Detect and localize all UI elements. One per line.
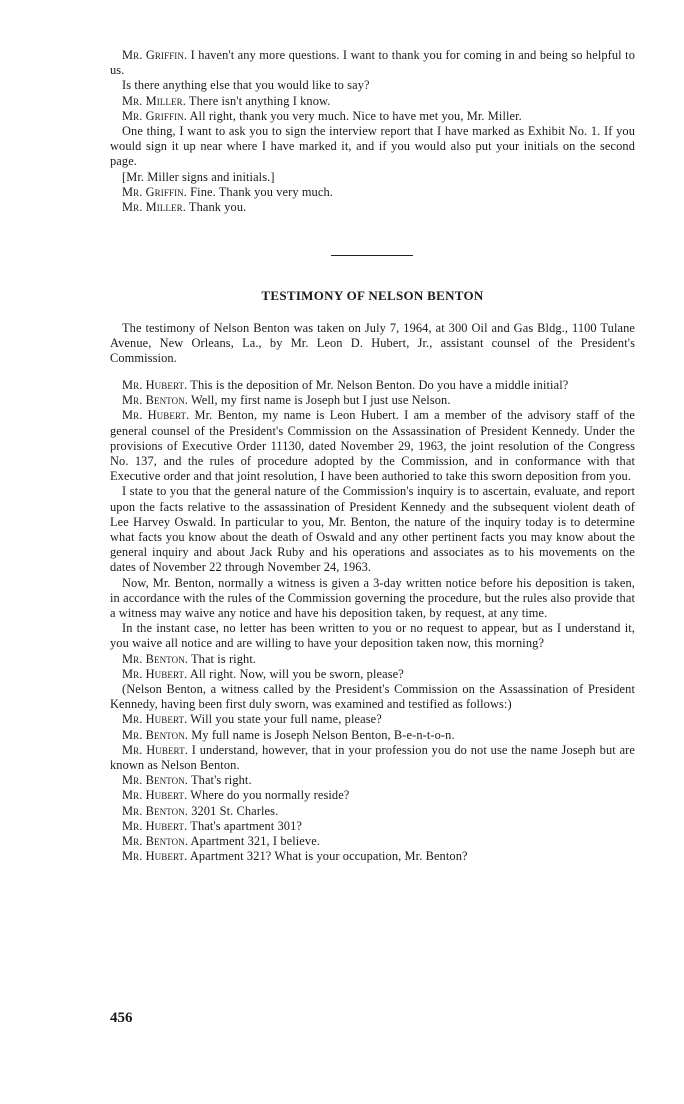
paragraph-text: I understand, however, that in your profession you do not use the name Joseph but are known as Nelson Benton. (110, 742, 635, 773)
paragraph (110, 728, 635, 743)
paragraph (110, 408, 635, 484)
paragraph (110, 393, 635, 408)
speaker: Mr. Hubert. (122, 818, 188, 833)
previous-testimony-ending (110, 48, 635, 215)
paragraph-text: [Mr. Miller signs and initials.] (122, 169, 275, 184)
speaker: Mr. Miller. (122, 93, 186, 108)
paragraph-text: Where do you normally reside? (187, 788, 350, 803)
paragraph-text: I state to you that the general nature of the Commission's inquiry is to ascertain, evaluate, and report upon the facts relative to the assassination of President Kennedy and the subsequent violent death of Lee Harvey Oswald. In particular to you, Mr. Benton, the nature of the inquiry today is to determine what facts you know about the death of Oswald and any other pertinent facts you may know about the general inquiry and about Jack Ruby and his operations and associates as to his movements on the dates of November 22 through November 24, 1963. (110, 484, 635, 575)
paragraph-text: Thank you. (185, 200, 247, 215)
paragraph (110, 109, 635, 124)
paragraph-text: This is the deposition of Mr. Nelson Benton. Do you have a middle initial? (187, 378, 569, 392)
paragraph-text: One thing, I want to ask you to sign the interview report that I have marked as Exhibit No. 1. If you would sign it up near where I have marked it, and if you would also put your initials on the second page. (110, 124, 635, 169)
speaker: Mr. Griffin. (122, 184, 187, 199)
speaker: Mr. Benton. (122, 393, 189, 408)
paragraph-text: Well, my first name is Joseph but I just use Nelson. (188, 393, 451, 408)
page-number: 456 (110, 1010, 133, 1026)
paragraph-text: Will you state your full name, please? (187, 712, 382, 727)
paragraph (110, 94, 635, 109)
paragraph (110, 621, 635, 651)
speaker: Mr. Miller. (122, 200, 186, 215)
paragraph (110, 652, 635, 667)
speaker: Mr. Hubert. (122, 666, 188, 681)
paragraph (110, 849, 635, 864)
paragraph-text: Is there anything else that you would like to say? (122, 78, 370, 93)
paragraph-text: My full name is Joseph Nelson Benton, B-e-n-t-o-n. (188, 727, 455, 742)
paragraph (110, 819, 635, 834)
speaker: Mr. Hubert. (122, 788, 188, 803)
paragraph-text: I haven't any more questions. I want to thank you for coming in and being so helpful to us. (110, 48, 635, 78)
paragraph (110, 378, 635, 393)
paragraph-text: Now, Mr. Benton, normally a witness is given a 3-day written notice before his deposition is taken, in accordance with the rules of the Commission governing the procedure, but the rules also provide that a witness may waive any notice and have his deposition taken, by request, at any time. (110, 575, 635, 621)
paragraph (110, 484, 635, 575)
paragraph-text: That is right. (188, 651, 257, 666)
speaker: Mr. Benton. (122, 651, 189, 666)
testimony-intro (110, 321, 635, 367)
paragraph (110, 682, 635, 712)
paragraph-text: In the instant case, no letter has been written to you or no request to appear, but as I understand it, you waive all notice and are willing to have your deposition taken now, this morning? (110, 621, 635, 651)
paragraph-text: Apartment 321? What is your occupation, Mr. Benton? (187, 849, 468, 864)
speaker: Mr. Hubert. (122, 408, 190, 423)
paragraph-text: That's apartment 301? (187, 818, 302, 833)
paragraph (110, 743, 635, 773)
paragraph (110, 200, 635, 215)
paragraph (110, 78, 635, 93)
speaker: Mr. Hubert. (122, 378, 188, 392)
paragraph-text: All right. Now, will you be sworn, please? (187, 666, 404, 681)
speaker: Mr. Hubert. (122, 712, 188, 727)
paragraph (110, 712, 635, 727)
section-heading: TESTIMONY OF NELSON BENTON (261, 288, 484, 303)
speaker: Mr. Griffin. (122, 108, 187, 123)
paragraph (110, 170, 635, 185)
paragraph (110, 576, 635, 622)
paragraph-text: (Nelson Benton, a witness called by the President's Commission on the Assassination of President Kennedy, having been first duly sworn, was examined and testified as follows:) (110, 682, 635, 712)
paragraph (110, 788, 635, 803)
testimony-body (110, 378, 635, 865)
section-divider (331, 255, 413, 256)
speaker: Mr. Benton. (122, 727, 189, 742)
paragraph-text: That's right. (188, 773, 252, 788)
paragraph (110, 773, 635, 788)
speaker: Mr. Benton. (122, 773, 189, 788)
paragraph (110, 185, 635, 200)
paragraph-text: Apartment 321, I believe. (188, 834, 320, 849)
paragraph (110, 667, 635, 682)
paragraph-text: 3201 St. Charles. (188, 803, 279, 818)
paragraph (110, 124, 635, 170)
paragraph-text: There isn't anything I know. (185, 93, 331, 108)
paragraph (110, 48, 635, 78)
paragraph-text: Fine. Thank you very much. (186, 184, 333, 199)
paragraph-text: All right, thank you very much. Nice to have met you, Mr. Miller. (186, 108, 522, 123)
speaker: Mr. Benton. (122, 834, 189, 849)
intro-paragraph: The testimony of Nelson Benton was taken on July 7, 1964, at 300 Oil and Gas Bldg., 1100 Tulane Avenue, New Orleans, La., by Mr. Leon D. Hubert, Jr., assistant counsel of the President's Commission. (110, 321, 635, 366)
speaker: Mr. Hubert. (122, 742, 188, 757)
speaker: Mr. Hubert. (122, 849, 188, 864)
speaker: Mr. Benton. (122, 803, 189, 818)
speaker: Mr. Griffin. (122, 48, 188, 62)
paragraph (110, 834, 635, 849)
paragraph-text: Mr. Benton, my name is Leon Hubert. I am a member of the advisory staff of the general counsel of the President's Commission on the Assassination of President Kennedy. Under the provisions of Executive Order 11130, dated November 29, 1963, the joint resolution of the Congress No. 137, and the rules of procedure adopted by the Commission, and in conformance with that Executive order and that joint resolution, I have been authoried to take this sworn deposition from you. (110, 408, 635, 484)
paragraph (110, 804, 635, 819)
